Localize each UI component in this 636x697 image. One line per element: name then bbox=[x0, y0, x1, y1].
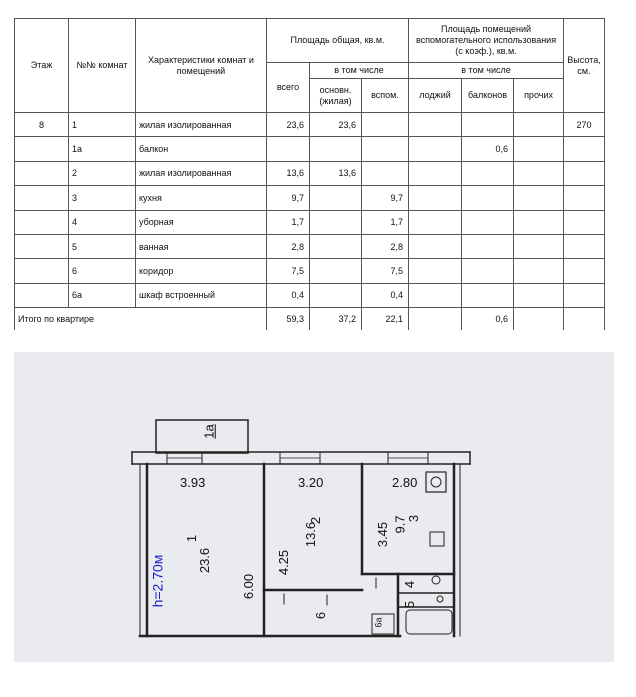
cell-height bbox=[564, 259, 605, 283]
cell-balcony bbox=[462, 210, 514, 234]
total-all: 59,3 bbox=[267, 308, 310, 330]
total-height bbox=[564, 308, 605, 330]
cell-aux: 1,7 bbox=[362, 210, 409, 234]
cell-name: жилая изолированная bbox=[136, 113, 267, 137]
cell-balcony bbox=[462, 186, 514, 210]
header-other: прочих bbox=[514, 79, 564, 113]
header-total: всего bbox=[267, 63, 310, 113]
cell-loggia bbox=[409, 259, 462, 283]
plan-room3-width: 2.80 bbox=[392, 475, 418, 490]
total-loggia bbox=[409, 308, 462, 330]
header-floor: Этаж bbox=[15, 19, 69, 113]
cell-main bbox=[310, 186, 362, 210]
header-balconies: балконов bbox=[462, 79, 514, 113]
cell-floor: 8 bbox=[15, 113, 69, 137]
cell-aux: 0,4 bbox=[362, 283, 409, 307]
table-row bbox=[15, 210, 605, 234]
table-row bbox=[15, 186, 605, 210]
table-row bbox=[15, 283, 605, 307]
cell-room: 4 bbox=[69, 210, 136, 234]
plan-room2-length: 4.25 bbox=[276, 549, 292, 576]
header-including-aux: в том числе bbox=[409, 63, 564, 79]
cell-floor bbox=[15, 259, 69, 283]
cell-total: 23,6 bbox=[267, 113, 310, 137]
toilet bbox=[432, 576, 440, 584]
cell-height bbox=[564, 210, 605, 234]
cell-room: 2 bbox=[69, 161, 136, 185]
header-characteristics: Характеристики комнат и помещений bbox=[136, 19, 267, 113]
cell-loggia bbox=[409, 234, 462, 258]
cell-other bbox=[514, 259, 564, 283]
cell-main bbox=[310, 259, 362, 283]
header-auxiliary: вспом. bbox=[362, 79, 409, 113]
cell-loggia bbox=[409, 283, 462, 307]
cell-height bbox=[564, 137, 605, 161]
room-specification-table bbox=[14, 18, 604, 322]
cell-other bbox=[514, 210, 564, 234]
cell-floor bbox=[15, 234, 69, 258]
cell-total: 7,5 bbox=[267, 259, 310, 283]
header-area-aux: Площадь помещений вспомогательного использования (с коэф.), кв.м. bbox=[409, 19, 564, 63]
cell-room: 6 bbox=[69, 259, 136, 283]
plan-room1-length: 6.00 bbox=[241, 573, 257, 600]
cell-loggia bbox=[409, 186, 462, 210]
cell-balcony bbox=[462, 234, 514, 258]
cell-height bbox=[564, 283, 605, 307]
cell-loggia bbox=[409, 113, 462, 137]
total-row bbox=[15, 308, 605, 330]
header-height: Высота, см. bbox=[564, 19, 605, 113]
cell-main: 23,6 bbox=[310, 113, 362, 137]
total-other bbox=[514, 308, 564, 330]
cell-aux bbox=[362, 161, 409, 185]
cell-name: шкаф встроенный bbox=[136, 283, 267, 307]
cell-other bbox=[514, 186, 564, 210]
header-main-living: основн. (жилая) bbox=[310, 79, 362, 113]
cell-loggia bbox=[409, 137, 462, 161]
cell-name: балкон bbox=[136, 137, 267, 161]
cell-other bbox=[514, 234, 564, 258]
plan-ceiling-height: h=2.70м bbox=[149, 554, 166, 608]
sink bbox=[437, 596, 443, 602]
spec-table bbox=[14, 18, 605, 330]
cell-main bbox=[310, 234, 362, 258]
table-row bbox=[15, 259, 605, 283]
plan-label-balcony: 1а bbox=[201, 424, 217, 439]
cell-aux: 2,8 bbox=[362, 234, 409, 258]
plan-room3-number: 3 bbox=[406, 514, 422, 523]
cell-aux: 7,5 bbox=[362, 259, 409, 283]
cell-floor bbox=[15, 161, 69, 185]
plan-room1-width: 3.93 bbox=[180, 475, 206, 490]
cell-room: 1а bbox=[69, 137, 136, 161]
total-label: Итого по квартире bbox=[15, 308, 267, 330]
cell-other bbox=[514, 137, 564, 161]
header-rooms: №№ комнат bbox=[69, 19, 136, 113]
plan-room1-number: 1 bbox=[184, 534, 200, 543]
cell-name: коридор bbox=[136, 259, 267, 283]
cell-total: 0,4 bbox=[267, 283, 310, 307]
cell-height bbox=[564, 186, 605, 210]
cell-main bbox=[310, 283, 362, 307]
cell-room: 5 bbox=[69, 234, 136, 258]
cell-height bbox=[564, 161, 605, 185]
cell-balcony bbox=[462, 283, 514, 307]
cell-main bbox=[310, 210, 362, 234]
plan-room2-area: 13.6 bbox=[303, 521, 319, 548]
cell-balcony bbox=[462, 161, 514, 185]
cell-name: кухня bbox=[136, 186, 267, 210]
cell-floor bbox=[15, 283, 69, 307]
bathtub bbox=[406, 610, 452, 634]
cell-other bbox=[514, 161, 564, 185]
plan-room4-number: 4 bbox=[402, 580, 418, 589]
cell-name: жилая изолированная bbox=[136, 161, 267, 185]
header-area-total: Площадь общая, кв.м. bbox=[267, 19, 409, 63]
cell-aux bbox=[362, 113, 409, 137]
total-main: 37,2 bbox=[310, 308, 362, 330]
table-row bbox=[15, 161, 605, 185]
cell-total: 9,7 bbox=[267, 186, 310, 210]
cell-main: 13,6 bbox=[310, 161, 362, 185]
cell-aux: 9,7 bbox=[362, 186, 409, 210]
kitchen-sink bbox=[430, 532, 444, 546]
cell-height: 270 bbox=[564, 113, 605, 137]
table-row bbox=[15, 137, 605, 161]
cell-room: 1 bbox=[69, 113, 136, 137]
total-balcony: 0,6 bbox=[462, 308, 514, 330]
cell-main bbox=[310, 137, 362, 161]
cell-total: 13,6 bbox=[267, 161, 310, 185]
plan-room1-area: 23.6 bbox=[197, 547, 213, 574]
header-loggias: лоджий bbox=[409, 79, 462, 113]
cell-loggia bbox=[409, 161, 462, 185]
cell-floor bbox=[15, 137, 69, 161]
plan-room2-width: 3.20 bbox=[298, 475, 324, 490]
cell-floor bbox=[15, 210, 69, 234]
cell-loggia bbox=[409, 210, 462, 234]
cell-balcony: 0,6 bbox=[462, 137, 514, 161]
cell-aux bbox=[362, 137, 409, 161]
cell-other bbox=[514, 113, 564, 137]
total-aux: 22,1 bbox=[362, 308, 409, 330]
cell-total: 1,7 bbox=[267, 210, 310, 234]
plan-room6-number: 6 bbox=[313, 611, 329, 620]
cell-name: ванная bbox=[136, 234, 267, 258]
plan-room2-number: 2 bbox=[308, 516, 324, 525]
plan-room5-number: 5 bbox=[402, 600, 418, 609]
cell-height bbox=[564, 234, 605, 258]
stove bbox=[426, 472, 446, 492]
cell-balcony bbox=[462, 113, 514, 137]
cell-total bbox=[267, 137, 310, 161]
table-row bbox=[15, 113, 605, 137]
cell-room: 6а bbox=[69, 283, 136, 307]
cell-balcony bbox=[462, 259, 514, 283]
cell-name: уборная bbox=[136, 210, 267, 234]
cell-room: 3 bbox=[69, 186, 136, 210]
cell-floor bbox=[15, 186, 69, 210]
floor-plan bbox=[14, 352, 614, 662]
plan-room6a-number: 6а bbox=[373, 617, 384, 628]
header-including: в том числе bbox=[310, 63, 409, 79]
table-row bbox=[15, 234, 605, 258]
cell-other bbox=[514, 283, 564, 307]
plan-room3-area: 9.7 bbox=[392, 515, 408, 534]
plan-room3-length: 3.45 bbox=[375, 521, 391, 548]
cell-total: 2,8 bbox=[267, 234, 310, 258]
